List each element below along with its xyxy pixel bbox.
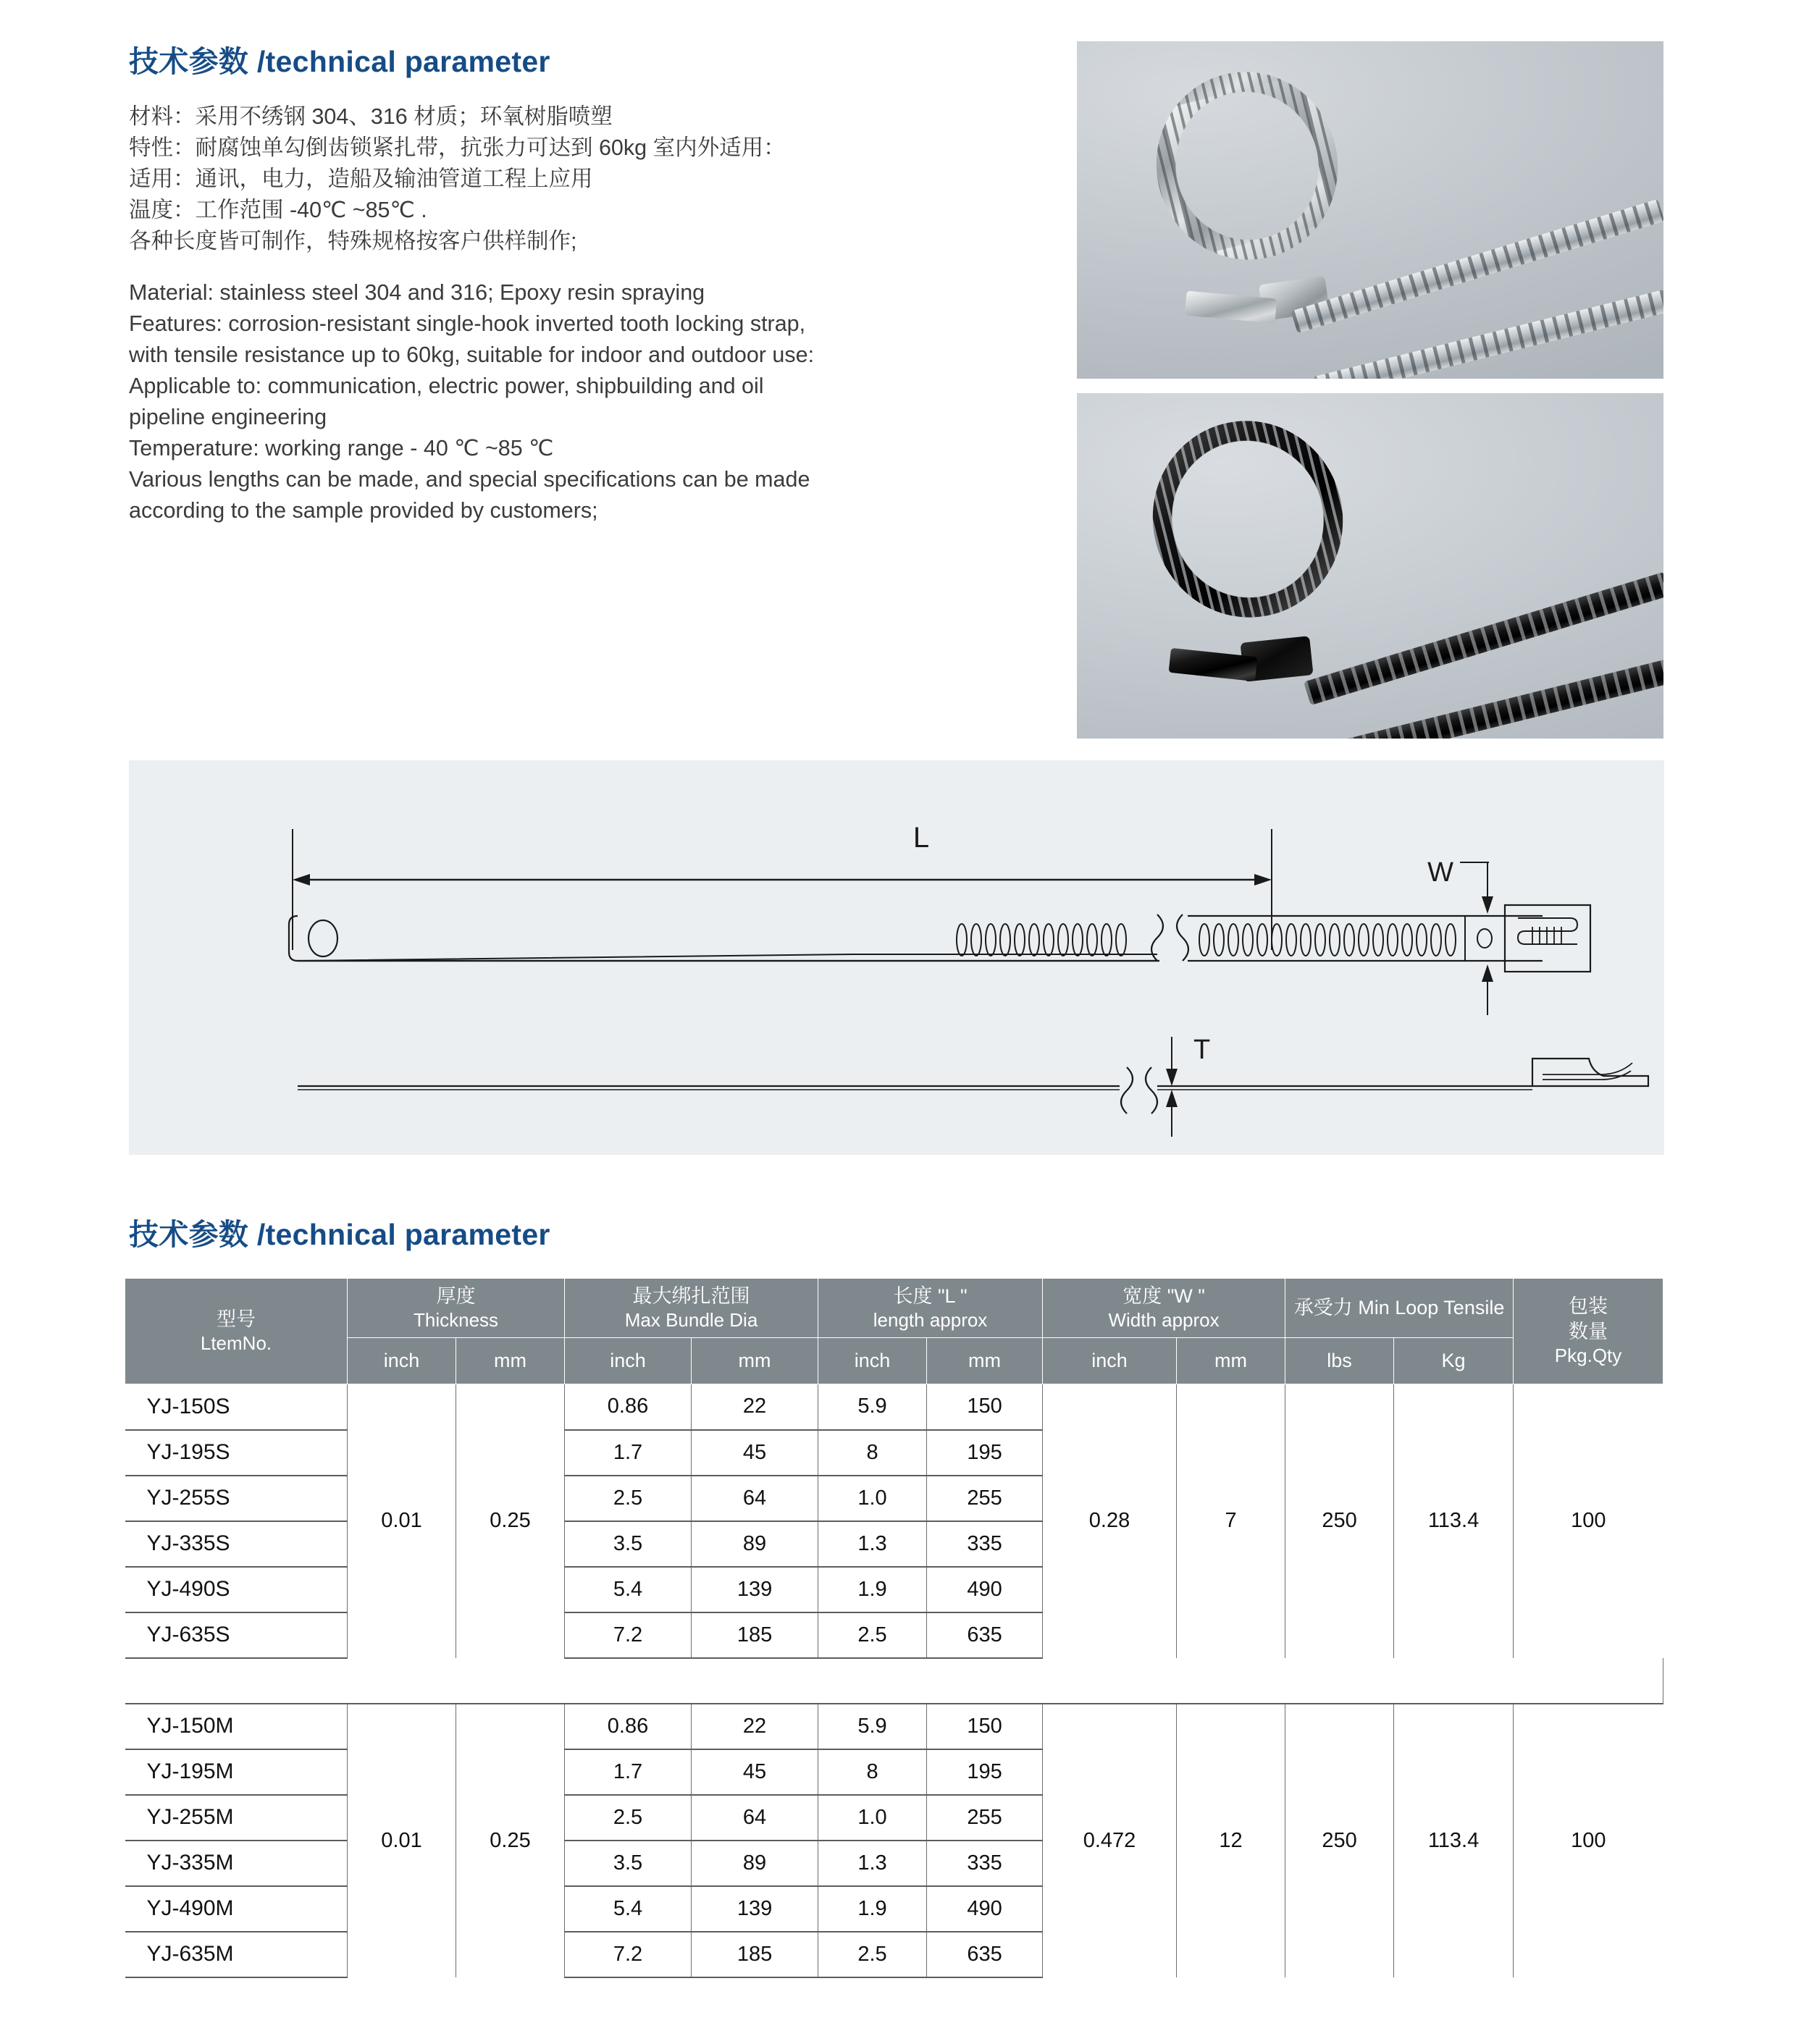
cell-bundle-mm: 45 xyxy=(692,1749,818,1795)
cell-length-mm: 195 xyxy=(927,1749,1043,1795)
unit-tensile-lbs: lbs xyxy=(1285,1338,1394,1384)
cell-bundle-inch: 7.2 xyxy=(565,1932,692,1977)
cell-model: YJ-490M xyxy=(125,1886,348,1932)
cell-model: YJ-195M xyxy=(125,1749,348,1795)
cell-thickness-inch: 0.01 xyxy=(348,1384,456,1658)
spec-cn-line-4: 各种长度皆可制作，特殊规格按客户供样制作; xyxy=(129,229,577,253)
cell-length-inch: 1.3 xyxy=(818,1841,927,1886)
cell-length-inch: 1.3 xyxy=(818,1521,927,1567)
spec-cn-line-3: 温度：工作范围 -40℃ ~85℃ . xyxy=(129,198,427,222)
dimension-drawing xyxy=(129,760,1664,1155)
cell-bundle-inch: 0.86 xyxy=(565,1384,692,1430)
cell-model: YJ-635S xyxy=(125,1612,348,1658)
spec-cn-line-0: 材料：采用不绣钢 304、316 材质；环氧树脂喷塑 xyxy=(129,104,613,129)
cell-length-mm: 150 xyxy=(927,1384,1043,1430)
cell-bundle-inch: 3.5 xyxy=(565,1521,692,1567)
table-head xyxy=(125,1279,1663,1384)
spec-cn-line-2: 适用：通讯，电力，造船及输油管道工程上应用 xyxy=(129,167,593,191)
cell-model: YJ-635M xyxy=(125,1932,348,1977)
cell-length-inch: 1.0 xyxy=(818,1476,927,1521)
cell-bundle-inch: 1.7 xyxy=(565,1430,692,1476)
cell-length-mm: 255 xyxy=(927,1476,1043,1521)
cell-model: YJ-335M xyxy=(125,1841,348,1886)
product-photo-stainless-steel xyxy=(1077,41,1663,379)
cell-model: YJ-195S xyxy=(125,1430,348,1476)
specification-table xyxy=(125,1278,1663,1978)
spec-en-line-5: Temperature: working range - 40 ℃ ~85 ℃ xyxy=(129,436,554,460)
unit-length-inch: inch xyxy=(818,1338,927,1384)
unit-width-inch: inch xyxy=(1043,1338,1177,1384)
cell-length-inch: 2.5 xyxy=(818,1612,927,1658)
cell-bundle-mm: 22 xyxy=(692,1384,818,1430)
cell-tensile-kg: 113.4 xyxy=(1394,1704,1514,1977)
cell-bundle-inch: 7.2 xyxy=(565,1612,692,1658)
cell-thickness-inch: 0.01 xyxy=(348,1704,456,1977)
cell-bundle-inch: 5.4 xyxy=(565,1886,692,1932)
cell-length-mm: 335 xyxy=(927,1521,1043,1567)
cell-length-mm: 490 xyxy=(927,1567,1043,1612)
cell-length-inch: 1.0 xyxy=(818,1795,927,1841)
cell-bundle-mm: 22 xyxy=(692,1704,818,1749)
cell-width-mm: 7 xyxy=(1177,1384,1285,1658)
unit-bundle-inch: inch xyxy=(565,1338,692,1384)
cell-length-inch: 5.9 xyxy=(818,1704,927,1749)
spec-en-line-6: Various lengths can be made, and special specifications can be made xyxy=(129,467,810,492)
cell-length-inch: 8 xyxy=(818,1749,927,1795)
cell-width-inch: 0.472 xyxy=(1043,1704,1177,1977)
col-header-min-loop-tensile: 承受力 Min Loop Tensile xyxy=(1285,1279,1514,1338)
dimension-label-width: W xyxy=(1427,857,1453,888)
cell-bundle-mm: 89 xyxy=(692,1521,818,1567)
cell-tensile-lbs: 250 xyxy=(1285,1704,1394,1977)
cell-bundle-mm: 185 xyxy=(692,1612,818,1658)
cell-width-mm: 12 xyxy=(1177,1704,1285,1977)
product-photo-black-epoxy xyxy=(1077,393,1663,739)
table-header-unit-row xyxy=(125,1338,1663,1384)
cell-length-inch: 2.5 xyxy=(818,1932,927,1977)
unit-length-mm: mm xyxy=(927,1338,1043,1384)
cell-pkg-qty: 100 xyxy=(1514,1704,1663,1977)
cell-bundle-mm: 64 xyxy=(692,1795,818,1841)
col-header-width: 宽度 "W " Width approx xyxy=(1043,1279,1285,1338)
col-header-model: 型号 LtemNo. xyxy=(125,1279,348,1384)
cell-tensile-kg: 113.4 xyxy=(1394,1384,1514,1658)
table-body xyxy=(125,1384,1663,1977)
unit-thickness-mm: mm xyxy=(456,1338,565,1384)
cell-length-inch: 1.9 xyxy=(818,1886,927,1932)
cell-bundle-inch: 1.7 xyxy=(565,1749,692,1795)
cell-length-inch: 5.9 xyxy=(818,1384,927,1430)
cell-thickness-mm: 0.25 xyxy=(456,1704,565,1977)
specs-chinese xyxy=(129,101,998,257)
unit-thickness-inch: inch xyxy=(348,1338,456,1384)
cell-length-mm: 150 xyxy=(927,1704,1043,1749)
cell-bundle-inch: 3.5 xyxy=(565,1841,692,1886)
cell-length-mm: 335 xyxy=(927,1841,1043,1886)
spec-en-line-7: according to the sample provided by customers; xyxy=(129,498,598,523)
cell-bundle-inch: 0.86 xyxy=(565,1704,692,1749)
technical-drawing-panel xyxy=(129,760,1664,1155)
spec-en-line-3: Applicable to: communication, electric power, shipbuilding and oil xyxy=(129,374,764,398)
spec-en-line-2: with tensile resistance up to 60kg, suitable for indoor and outdoor use: xyxy=(129,342,815,367)
cell-model: YJ-255S xyxy=(125,1476,348,1521)
dimension-label-thickness: T xyxy=(1193,1035,1211,1065)
page-title-technical-parameter: 技术参数 /technical parameter xyxy=(129,45,550,78)
col-header-thickness: 厚度 Thickness xyxy=(348,1279,565,1338)
cell-bundle-inch: 2.5 xyxy=(565,1476,692,1521)
col-header-max-bundle-dia: 最大绑扎范围 Max Bundle Dia xyxy=(565,1279,818,1338)
cell-tensile-lbs: 250 xyxy=(1285,1384,1394,1658)
cell-bundle-mm: 139 xyxy=(692,1567,818,1612)
group-separator-cell xyxy=(125,1658,1663,1704)
cell-bundle-inch: 2.5 xyxy=(565,1795,692,1841)
cell-length-mm: 255 xyxy=(927,1795,1043,1841)
cell-model: YJ-255M xyxy=(125,1795,348,1841)
col-header-pkg-qty: 包装 数量 Pkg.Qty xyxy=(1514,1279,1663,1384)
cell-model: YJ-150M xyxy=(125,1704,348,1749)
unit-width-mm: mm xyxy=(1177,1338,1285,1384)
dimension-label-length: L xyxy=(912,822,930,854)
cell-model: YJ-335S xyxy=(125,1521,348,1567)
cell-width-inch: 0.28 xyxy=(1043,1384,1177,1658)
cell-length-mm: 635 xyxy=(927,1932,1043,1977)
cell-pkg-qty: 100 xyxy=(1514,1384,1663,1658)
cell-bundle-inch: 5.4 xyxy=(565,1567,692,1612)
cell-bundle-mm: 89 xyxy=(692,1841,818,1886)
table-row xyxy=(125,1704,1663,1749)
cell-bundle-mm: 45 xyxy=(692,1430,818,1476)
table-section-title: 技术参数 /technical parameter xyxy=(129,1218,550,1251)
cell-bundle-mm: 64 xyxy=(692,1476,818,1521)
cell-length-inch: 8 xyxy=(818,1430,927,1476)
cell-model: YJ-150S xyxy=(125,1384,348,1430)
table-header-group-row xyxy=(125,1279,1663,1338)
cell-length-inch: 1.9 xyxy=(818,1567,927,1612)
table-group-separator xyxy=(125,1658,1663,1704)
spec-en-line-4: pipeline engineering xyxy=(129,405,327,429)
spec-cn-line-1: 特性：耐腐蚀单勾倒齿锁紧扎带，抗张力可达到 60kg 室内外适用： xyxy=(129,135,786,160)
col-header-length: 长度 "L " length approx xyxy=(818,1279,1043,1338)
unit-bundle-mm: mm xyxy=(692,1338,818,1384)
cell-thickness-mm: 0.25 xyxy=(456,1384,565,1658)
spec-en-line-0: Material: stainless steel 304 and 316; Epoxy resin spraying xyxy=(129,280,705,305)
specs-english xyxy=(129,277,998,526)
cell-model: YJ-490S xyxy=(125,1567,348,1612)
spec-en-line-1: Features: corrosion-resistant single-hook inverted tooth locking strap, xyxy=(129,311,806,336)
cell-bundle-mm: 185 xyxy=(692,1932,818,1977)
table-row xyxy=(125,1384,1663,1430)
cell-length-mm: 635 xyxy=(927,1612,1043,1658)
cell-length-mm: 195 xyxy=(927,1430,1043,1476)
unit-tensile-kg: Kg xyxy=(1394,1338,1514,1384)
cell-bundle-mm: 139 xyxy=(692,1886,818,1932)
cell-length-mm: 490 xyxy=(927,1886,1043,1932)
